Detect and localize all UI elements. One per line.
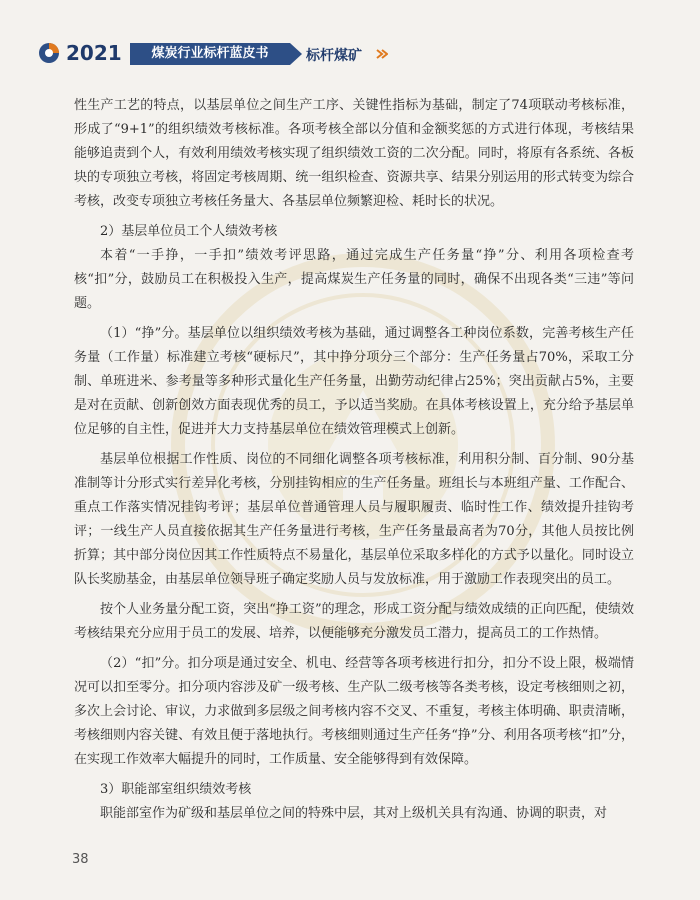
paragraph-7: 职能部室作为矿级和基层单位之间的特殊中层，其对上级机关具有沟通、协调的职责，对: [100, 806, 608, 821]
header-series-title: 煤炭行业标杆蓝皮书: [130, 43, 290, 65]
page-header: [38, 40, 398, 68]
mine-logo-icon: [38, 42, 60, 64]
subheading-3: 3）职能部室组织绩效考核: [100, 782, 252, 797]
paragraph-1: 性生产工艺的特点，以基层单位之间生产工序、关键性指标为基础，制定了74项联动考核标准，形成了“9+1”的组织绩效考核标准。各项考核全部以分值和金额奖惩的方式进行体现，考核结果能够追责到个人，有效利用绩效考核实现了组织绩效工资的二次分配。同时，将原有各系统、各板块的专项独立考核，将固定考核周期、统一组织检查、资源共享、结果分别运用的形式转变为综合考核，改变专项独立考核任务量大、各基层单位频繁迎检、耗时长的状况。: [74, 98, 634, 209]
header-year: 2021: [66, 41, 122, 65]
paragraph-3: （1）“挣”分。基层单位以组织绩效考核为基础，通过调整各工种岗位系数，完善考核生产任务量（工作量）标准建立考核“硬标尺”，其中挣分项分三个部分：生产任务量占70%，采取工分制、单班进米、参考量等多种形式量化生产任务量，出勤劳动纪律占25%；突出贡献占5%，主要是对在贡献、创新创效方面表现优秀的员工，予以适当奖励。在具体考核设置上，充分给予基层单位足够的自主性，促进并大力支持基层单位在绩效管理模式上创新。: [74, 326, 634, 437]
paragraph-6: （2）“扣”分。扣分项是通过安全、机电、经营等各项考核进行扣分，扣分不设上限，极端情况可以扣至零分。扣分项内容涉及矿一级考核、生产队二级考核等各类考核，设定考核细则之初，多次上会讨论、审议，力求做到多层级之间考核内容不交叉、不重复，考核主体明确、职责清晰，考核细则内容关键、有效且便于落地执行。考核细则通过生产任务“挣”分、利用各项考核“扣”分，在实现工作效率大幅提升的同时，工作质量、安全能够得到有效保障。: [74, 656, 634, 767]
paragraph-4: 基层单位根据工作性质、岗位的不同细化调整各项考核标准，利用积分制、百分制、90分基准制等计分形式实行差异化考核，分别挂钩相应的生产任务量。班组长与本班组产量、工作配合、重点工作落实情况挂钩考评；基层单位普通管理人员与履职履责、临时性工作、绩效提升挂钩考评；一线生产人员直接依据其生产任务量进行考核，生产任务量最高者为70分，其他人员按比例折算；其中部分岗位因其工作性质特点不易量化，基层单位采取多样化的方式予以量化。同时设立队长奖励基金，由基层单位领导班子确定奖励人员与发放标准，用于激励工作表现突出的员工。: [74, 452, 634, 587]
body-text: [74, 94, 634, 826]
chevron-right-icon: [376, 49, 388, 59]
page-number: 38: [72, 852, 89, 867]
header-section-tag: 标杆煤矿: [306, 48, 362, 64]
subheading-2: 2）基层单位员工个人绩效考核: [100, 224, 278, 239]
paragraph-5: 按个人业务量分配工资，突出“挣工资”的理念，形成工资分配与绩效成绩的正向匹配，使绩效考核结果充分应用于员工的发展、培养，以便能够充分激发员工潜力，提高员工的工作热情。: [74, 602, 634, 641]
paragraph-2: 本着“一手挣，一手扣”绩效考评思路，通过完成生产任务量“挣”分、利用各项检查考核“扣”分，鼓励员工在积极投入生产，提高煤炭生产任务量的同时，确保不出现各类“三违”等问题。: [74, 248, 634, 311]
